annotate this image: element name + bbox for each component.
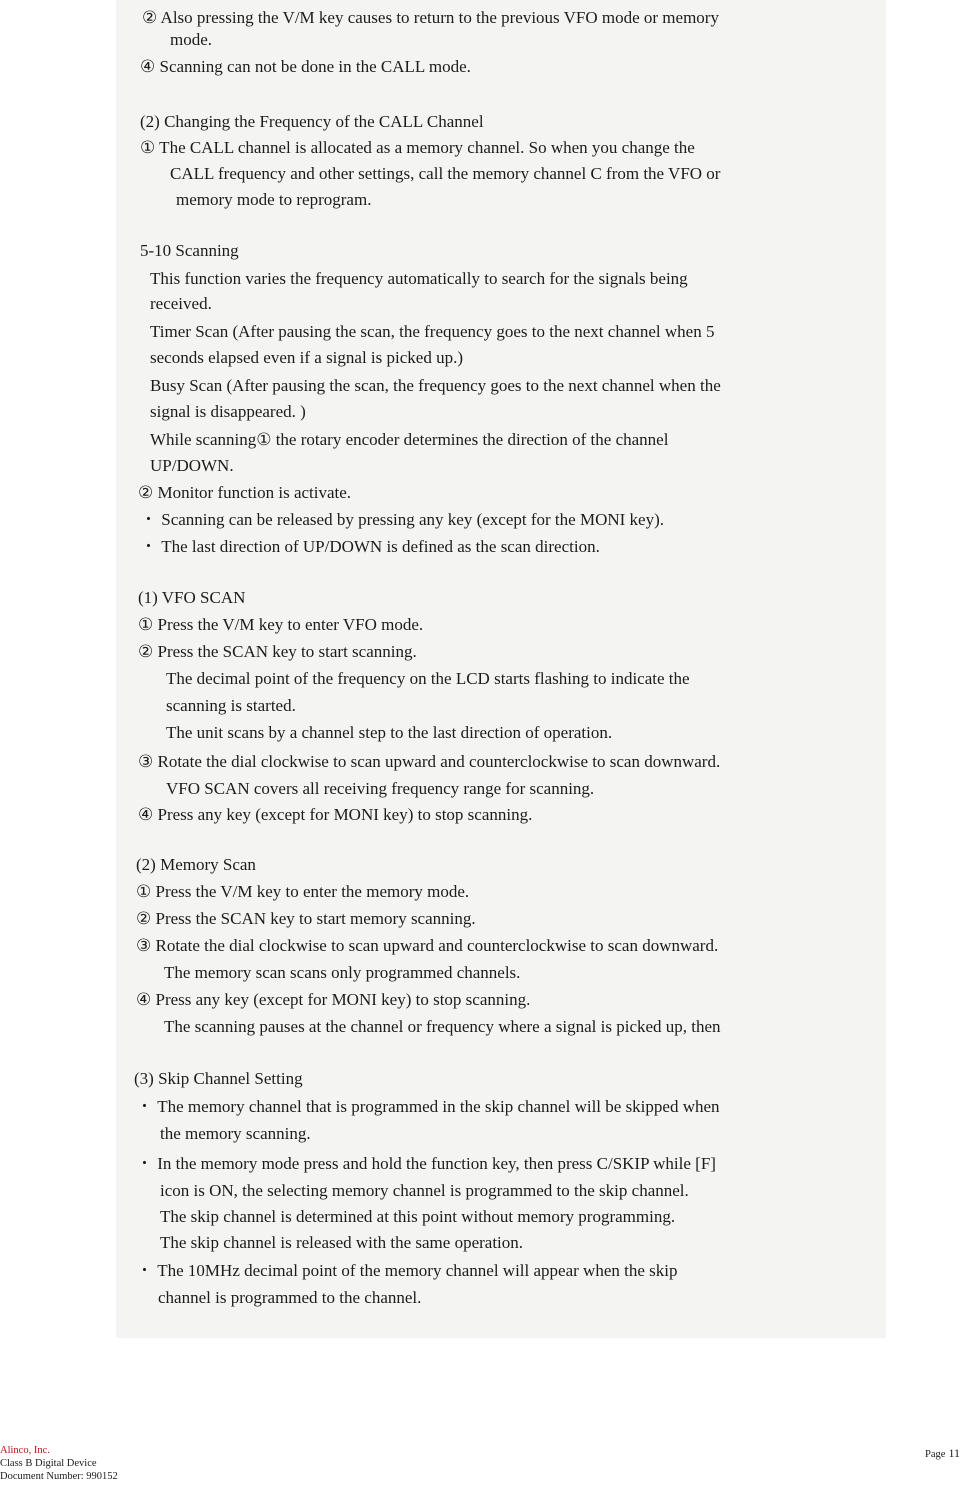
text-line: ④ Scanning can not be done in the CALL mode. bbox=[140, 57, 471, 76]
text-line: The skip channel is released with the same operation. bbox=[160, 1233, 524, 1252]
bullet-line: ・ The last direction of UP/DOWN is defined as the scan direction. bbox=[140, 537, 600, 556]
text-line: channel is programmed to the channel. bbox=[158, 1288, 422, 1307]
text-line: The skip channel is determined at this point without memory programming. bbox=[160, 1207, 676, 1226]
bullet-line: ・ The 10MHz decimal point of the memory channel will appear when the skip bbox=[136, 1261, 678, 1280]
text-line: Timer Scan (After pausing the scan, the frequency goes to the next channel when 5 bbox=[150, 322, 715, 341]
page-label: Page bbox=[925, 1449, 946, 1460]
text-line: received. bbox=[150, 294, 212, 313]
text-line: VFO SCAN covers all receiving frequency range for scanning. bbox=[166, 779, 595, 798]
text-line: memory mode to reprogram. bbox=[176, 190, 372, 209]
text-line: ③ Rotate the dial clockwise to scan upward and counterclockwise to scan downward. bbox=[138, 752, 721, 771]
text-line: the memory scanning. bbox=[160, 1124, 311, 1143]
text-line: The memory scan scans only programmed channels. bbox=[164, 963, 521, 982]
text-line: ② Monitor function is activate. bbox=[138, 483, 352, 502]
text-line: ② Press the SCAN key to start memory scanning. bbox=[136, 909, 476, 928]
text-line: seconds elapsed even if a signal is picked up.) bbox=[150, 348, 463, 367]
device-class: Class B Digital Device bbox=[0, 1458, 97, 1469]
text-line: UP/DOWN. bbox=[150, 456, 234, 475]
text-line: ② Press the SCAN key to start scanning. bbox=[138, 642, 417, 661]
text-line: ④ Press any key (except for MONI key) to stop scanning. bbox=[136, 990, 531, 1009]
document-number: Document Number: 990152 bbox=[0, 1471, 118, 1482]
text-line: ① The CALL channel is allocated as a memory channel. So when you change the bbox=[140, 138, 695, 157]
page-number: 11 bbox=[948, 1446, 960, 1460]
section-heading: (2) Memory Scan bbox=[136, 855, 256, 874]
text-line: icon is ON, the selecting memory channel is programmed to the skip channel. bbox=[160, 1181, 689, 1200]
text-line: The decimal point of the frequency on the LCD starts flashing to indicate the bbox=[166, 669, 690, 688]
text-line: scanning is started. bbox=[166, 696, 296, 715]
document-footer bbox=[0, 1444, 118, 1483]
section-heading: 5-10 Scanning bbox=[140, 241, 239, 260]
section-heading: (3) Skip Channel Setting bbox=[134, 1069, 303, 1088]
company-name: Alinco, Inc. bbox=[0, 1445, 50, 1456]
text-line: The unit scans by a channel step to the last direction of operation. bbox=[166, 723, 613, 742]
text-line: signal is disappeared. ) bbox=[150, 402, 306, 421]
text-line: CALL frequency and other settings, call the memory channel C from the VFO or bbox=[170, 164, 721, 183]
bullet-line: ・ In the memory mode press and hold the function key, then press C/SKIP while [F] bbox=[136, 1154, 716, 1173]
text-line: This function varies the frequency automatically to search for the signals being bbox=[150, 269, 688, 288]
text-line: The scanning pauses at the channel or frequency where a signal is picked up, then bbox=[164, 1017, 721, 1036]
text-line: ③ Rotate the dial clockwise to scan upward and counterclockwise to scan downward. bbox=[136, 936, 719, 955]
text-line: Busy Scan (After pausing the scan, the frequency goes to the next channel when the bbox=[150, 376, 721, 395]
text-line: mode. bbox=[170, 30, 213, 49]
section-heading: (2) Changing the Frequency of the CALL Channel bbox=[140, 112, 484, 131]
bullet-line: ・ Scanning can be released by pressing any key (except for the MONI key). bbox=[140, 510, 664, 529]
text-line: ① Press the V/M key to enter VFO mode. bbox=[138, 615, 424, 634]
text-line: ② Also pressing the V/M key causes to return to the previous VFO mode or memory bbox=[142, 8, 719, 27]
scanned-page bbox=[116, 0, 886, 1338]
bullet-line: ・ The memory channel that is programmed in the skip channel will be skipped when bbox=[136, 1097, 720, 1116]
page-indicator bbox=[925, 1446, 960, 1461]
section-heading: (1) VFO SCAN bbox=[138, 588, 246, 607]
text-line: ① Press the V/M key to enter the memory mode. bbox=[136, 882, 470, 901]
text-line: ④ Press any key (except for MONI key) to stop scanning. bbox=[138, 805, 533, 824]
text-line: While scanning① the rotary encoder determines the direction of the channel bbox=[150, 430, 669, 449]
